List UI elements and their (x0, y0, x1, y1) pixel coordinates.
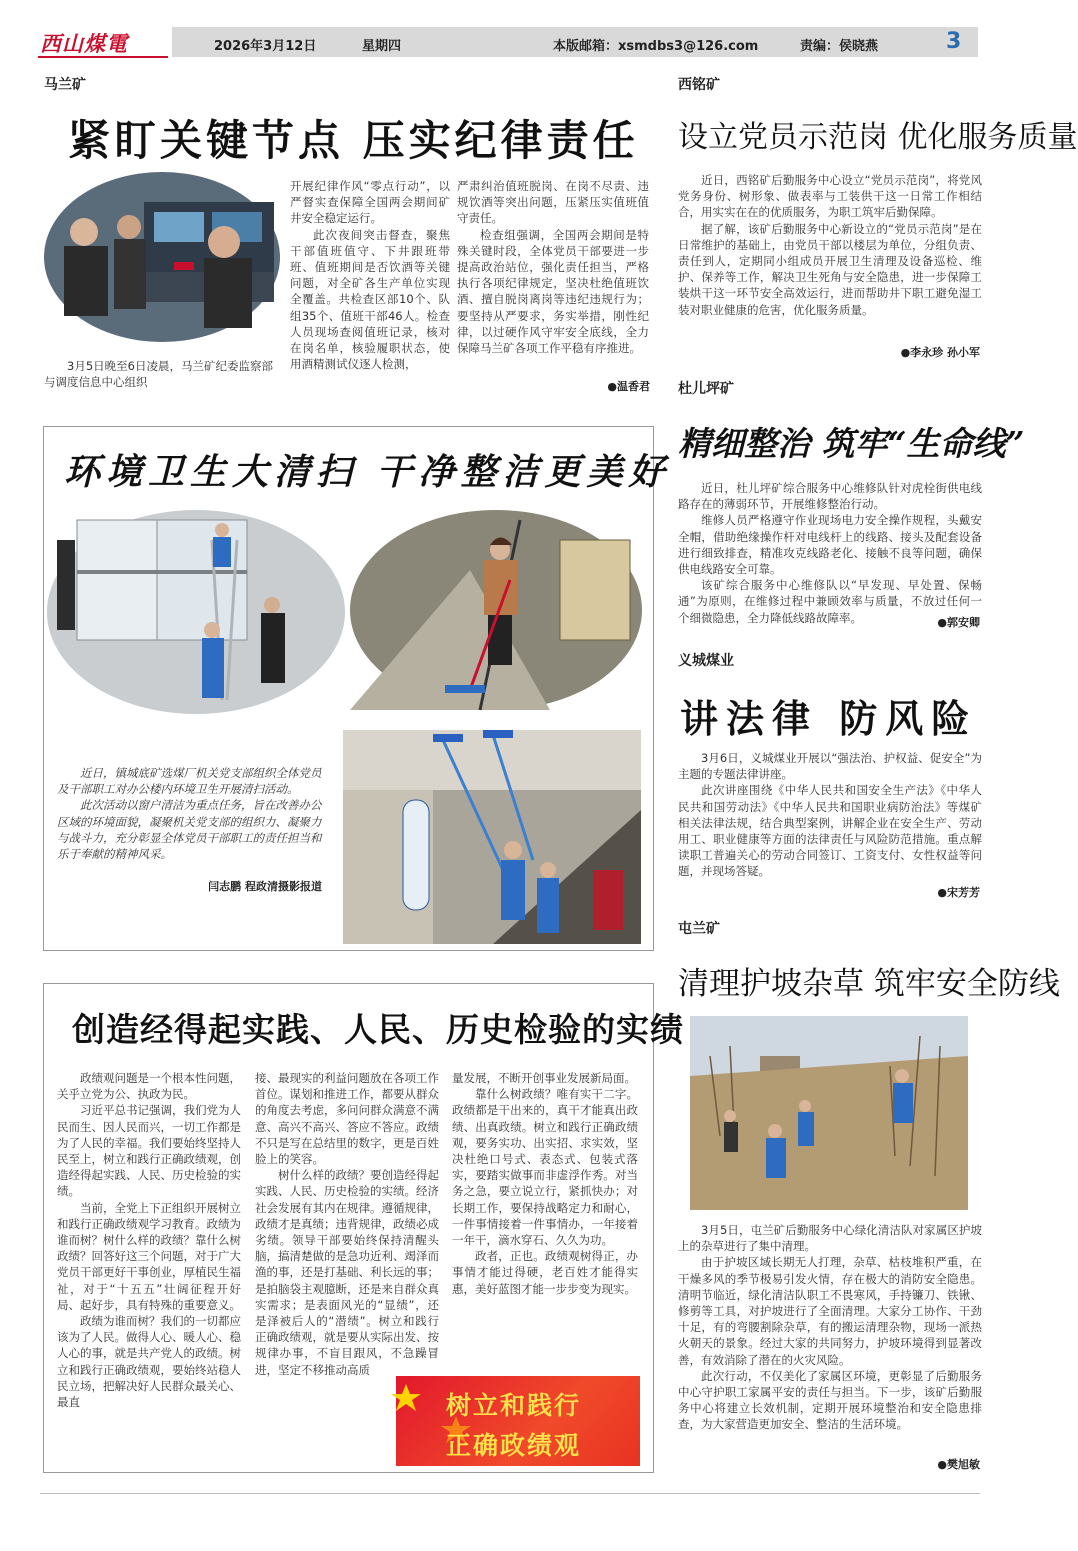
banner-line2: 正确政绩观 (446, 1431, 582, 1460)
byline-ximing: ●李永珍 孙小军 (900, 346, 980, 359)
byline-duerping: ●郭安卿 (937, 616, 980, 629)
section-label-ximing: 西铭矿 (678, 77, 720, 93)
photo-window-cleaning (47, 510, 345, 714)
ximing-body: 近日，西铭矿后勤服务中心设立“党员示范岗”，将党风党务身份、树形象、做表率与工装供干这一日常工作相结合，用实实在在的优质服务，为职工筑牢后勤保障。 据了解，该矿后勤服务中心新设立的“党员示范岗”是在日常维护的基础上，由党员干部以楼层为单位，分组负责、责任到人，定期同小组成员开展卫生清理及设备巡检、维护、保养等工作，解决卫生死角与安全隐患，进一步保障工装烘干这一环节安全高效运行，进而帮助井下职工避免湿工装对职业健康的危害，优化服务质量。 (678, 173, 982, 317)
headline-duerping: 精细整治 筑牢“生命线” (678, 424, 1025, 463)
bottom-rule (40, 1493, 980, 1494)
photo-ceiling-cleaning (343, 730, 641, 944)
commentary-col1: 政绩观问题是一个根本性问题，关乎立党为公、执政为民。 习近平总书记强调，我们党为人民而生、因人民而兴，一切工作都是为了人民的幸福。我们要始终坚持人民至上，树立和践行正确政绩观，创造经得起实践、人民、历史检验的实绩。 当前，全党上下正组织开展树立和践行正确政绩观学习教育。政绩为谁而树？树什么样的政绩？靠什么树政绩？回答好这三个问题，对于广大党员干部更好干事创业，厚植民生福祉，对于“十五五”壮阔征程开好局、起好步，具有特殊的重要意义。 政绩为谁而树？我们的一切都应该为了人民。做得人心、暖人心、稳人心的事，就是共产党人的政绩。树立和践行正确政绩观，要始终站稳人民立场，把解决好人民群众最关心、最直 (57, 1071, 241, 1410)
headline-ximing: 设立党员示范岗 优化服务质量 (678, 120, 1078, 155)
photo-slope-clearing (690, 1016, 968, 1210)
malan-col2: 开展纪律作风“零点行动”，以严督实查保障全国两会期间矿井安全稳定运行。 此次夜间突击督查，聚焦干部值班值守、下井跟班带班、值班期间是否饮酒等关键问题，对全矿各生产单位实现全覆盖。共检查区部10个、队组35个、值班干部46人。检查人员现场查阅值班记录，核对在岗名单，核验履职状态，使用酒精测试仪逐人检测， (290, 179, 450, 372)
commentary-col2: 接、最现实的利益问题放在各项工作首位。谋划和推进工作，都要从群众的角度去考虑，多问问群众满意不满意、高兴不高兴、答应不答应。政绩不只是写在总结里的数字，更是百姓脸上的笑容。 树什么样的政绩？要创造经得起实践、人民、历史检验的实绩。经济社会发展有其内在规律。遵循规律，政绩才是真绩；违背规律，政绩必成劣绩。领导干部要始终保持清醒头脑，搞清楚做的是急功近利、竭泽而渔的事，还是打基础、利长远的事；是拍脑袋主观臆断，还是来自群众真实需求；是表面风光的“显绩”，还是泽被后人的“潜绩”。树立和践行正确政绩观，就是要从实际出发、按规律办事，不盲目跟风，不急躁冒进，坚定不移推动高质 (255, 1071, 439, 1377)
section-label-duerping: 杜儿坪矿 (678, 381, 734, 397)
section-label-yicheng: 义城煤业 (678, 653, 734, 669)
banner-correct-performance (396, 1376, 640, 1466)
byline-tunlan: ●樊旭敏 (937, 1458, 980, 1471)
malan-col3: 严肃纠治值班脱岗、在岗不尽责、违规饮酒等突出问题，压紧压实值班值守责任。 检查组强调，全国两会期间是特殊关键时段，全体党员干部要进一步提高政治站位，强化责任担当，严格执行各项纪律规定，坚决杜绝值班饮酒、擅自脱岗离岗等违纪违规行为；要坚持从严要求，务实举措，刚性纪律，以过硬作风守牢安全底线，全力保障马兰矿各项工作平稳有序推进。 (457, 179, 649, 356)
byline-cleaning: 闫志鹏 程政清摄影报道 (208, 880, 322, 893)
byline-malan: ●温香君 (607, 380, 650, 393)
issue-date: 2026年3月12日 (214, 39, 317, 54)
newspaper-logo: 西山煤電 (40, 31, 128, 56)
headline-commentary: 创造经得起实践、人民、历史检验的实绩 (72, 1010, 684, 1049)
section-label-malan: 马兰矿 (44, 77, 86, 93)
caption-malan: 3月5日晚至6日凌晨，马兰矿纪委监察部与调度信息中心组织 (44, 359, 273, 390)
commentary-col3: 量发展，不断开创事业发展新局面。 靠什么树政绩？唯有实干二字。政绩都是干出来的，真干才能真出政绩、出真政绩。树立和践行正确政绩观，要务实功、出实招、求实效，坚决杜绝口号式、表态式、包装式落实，要踏实做事而非虚浮作秀。对当务之急，要立说立行，紧抓快办；对长期工作，要保持战略定力和耐心，一件事情接着一件事情办，一年接着一年干，滴水穿石、久久为功。 政者，正也。政绩观树得正，办事情才能过得硬，老百姓才能得实惠，美好蓝图才能一步步变为现实。 (452, 1071, 638, 1296)
page-editor: 责编：侯晓燕 (800, 39, 879, 54)
page-number: 3 (946, 29, 962, 54)
headline-yicheng: 讲法律 防风险 (680, 696, 978, 741)
headline-malan: 紧盯关键节点 压实纪律责任 (68, 116, 639, 165)
banner-line1: 树立和践行 (446, 1391, 582, 1420)
caption-cleaning: 近日，镇城底矿选煤厂机关党支部组织全体党员及干部职工对办公楼内环境卫生开展清扫活动。 此次活动以窗户清洁为重点任务，旨在改善办公区域的环境面貌，凝聚机关党支部的组织力、凝聚力与战斗力，充分彰显全体党员干部职工的责任担当和乐于奉献的精神风采。 (57, 766, 322, 862)
headline-tunlan: 清理护坡杂草 筑牢安全防线 (678, 966, 1060, 1002)
yicheng-body: 3月6日，义城煤业开展以“强法治、护权益、促安全”为主题的专题法律讲座。 此次讲座围绕《中华人民共和国安全生产法》《中华人民共和国劳动法》《中华人民共和国职业病防治法》等煤矿相关法律法规，结合典型案例，讲解企业在安全生产、劳动用工、职业健康等方面的法律责任与风险防范措施。重点解读职工普遍关心的劳动合同签订、工资支付、女性权益等问题，并现场答疑。 (678, 751, 982, 879)
issue-weekday: 星期四 (362, 39, 402, 54)
photo-inspection (44, 172, 280, 342)
tunlan-body: 3月5日，屯兰矿后勤服务中心绿化清洁队对家属区护坡上的杂草进行了集中清理。 由于护坡区域长期无人打理，杂草、枯枝堆积严重，在干燥多风的季节极易引发火情，存在极大的消防安全隐患。清明节临近，绿化清洁队职工不畏寒风，手持镰刀、铁锹、修剪等工具，对护坡进行了全面清理。大家分工协作、干劲十足，有的弯腰割除杂草，有的搬运清理杂物，现场一派热火朝天的景象。经过大家的共同努力，护坡环境得到显著改善，有效消除了潜在的火灾风险。 此次行动，不仅美化了家属区环境，更彰显了后勤服务中心守护职工家属平安的责任与担当。下一步，该矿后勤服务中心将建立长效机制，定期开展环境整治和安全隐患排查，为大家营造更加安全、整洁的生活环境。 (678, 1223, 982, 1432)
headline-cleaning: 环境卫生大清扫 干净整洁更美好 (64, 451, 671, 493)
section-label-tunlan: 屯兰矿 (678, 921, 720, 937)
photo-stair-mopping (350, 510, 642, 710)
logo-underline (38, 56, 168, 58)
byline-yicheng: ●宋芳芳 (937, 886, 980, 899)
page-email: 本版邮箱：xsmdbs3@126.com (553, 39, 759, 54)
duerping-body: 近日，杜儿坪矿综合服务中心维修队针对虎栓街供电线路存在的薄弱环节，开展维修整治行动。 维修人员严格遵守作业现场电力安全操作规程，头戴安全帽，借助绝缘操作杆对电线杆上的线路、接头及配套设备进行细致排查，精准攻克线路老化、接触不良等问题，确保供电线路安全可靠。 该矿综合服务中心维修队以“早发现、早处置、保畅通”为原则，在维修过程中兼顾效率与质量，不放过任何一个细微隐患，全力降低线路故障率。 (678, 481, 982, 625)
